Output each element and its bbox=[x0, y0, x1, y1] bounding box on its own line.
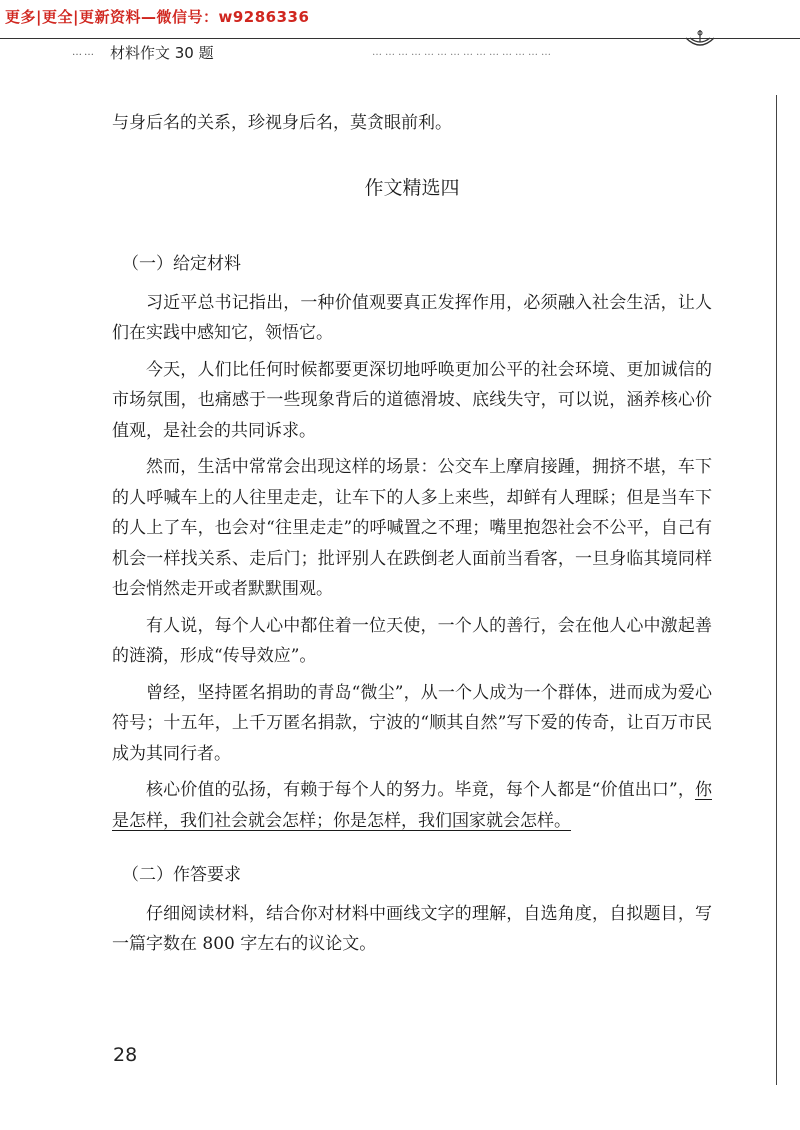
requirements-heading: （二）作答要求 bbox=[122, 865, 241, 885]
header-trailing-dots: …………………………………… bbox=[372, 47, 554, 58]
running-header-title: 材料作文 30 题 bbox=[110, 44, 214, 62]
header-rule-right bbox=[720, 38, 800, 39]
underlined-key-sentence: 你是怎样，我们社会就会怎样；你是怎样，我们国家就会怎样。 bbox=[112, 780, 712, 831]
watermark: 更多|更全|更新资料—微信号：w9286336 bbox=[5, 8, 310, 26]
page-number: 28 bbox=[113, 1044, 138, 1066]
final-paragraph-text: 核心价值的弘扬，有赖于每个人的努力。毕竟，每个人都是“价值出口”， bbox=[146, 780, 695, 800]
material-heading: （一）给定材料 bbox=[122, 254, 241, 274]
requirements-paragraph: 仔细阅读材料，结合你对材料中画线文字的理解，自选角度，自拟题目，写一篇字数在 800 字左右的议论文。 bbox=[112, 903, 712, 954]
lead-line: 与身后名的关系，珍视身后名，莫贪眼前利。 bbox=[112, 113, 452, 133]
header-ornament-icon bbox=[682, 28, 718, 50]
page-body bbox=[112, 108, 712, 966]
material-paragraph: 有人说，每个人心中都住着一位天使，一个人的善行，会在他人心中激起善的涟漪，形成“传导效应”。 bbox=[112, 615, 712, 666]
right-margin-rule bbox=[776, 95, 777, 1085]
section-title: 作文精选四 bbox=[364, 176, 460, 199]
header-rule bbox=[0, 38, 720, 39]
material-paragraph: 今天，人们比任何时候都要更深切地呼唤更加公平的社会环境、更加诚信的市场氛围，也痛感于一些现象背后的道德滑坡、底线失守，可以说，涵养核心价值观，是社会的共同诉求。 bbox=[112, 359, 712, 441]
header-leading-dots: …… bbox=[72, 47, 96, 58]
material-paragraph: 然而，生活中常常会出现这样的场景：公交车上摩肩接踵，拥挤不堪，车下的人呼喊车上的人往里走走，让车下的人多上来些，却鲜有人理睬；但是当车下的人上了车，也会对“往里走走”的呼喊置之不理；嘴里抱怨社会不公平，自己有机会一样找关系、走后门；批评别人在跌倒老人面前当看客，一旦身临其境同样也会悄然走开或者默默围观。 bbox=[112, 457, 712, 599]
material-paragraph: 曾经，坚持匿名捐助的青岛“微尘”，从一个人成为一个群体，进而成为爱心符号；十五年，上千万匿名捐款，宁波的“顺其自然”写下爱的传奇，让百万市民成为其同行者。 bbox=[112, 682, 712, 764]
material-paragraph-final bbox=[112, 775, 712, 836]
material-paragraph: 习近平总书记指出，一种价值观要真正发挥作用，必须融入社会生活，让人们在实践中感知它，领悟它。 bbox=[112, 292, 712, 343]
